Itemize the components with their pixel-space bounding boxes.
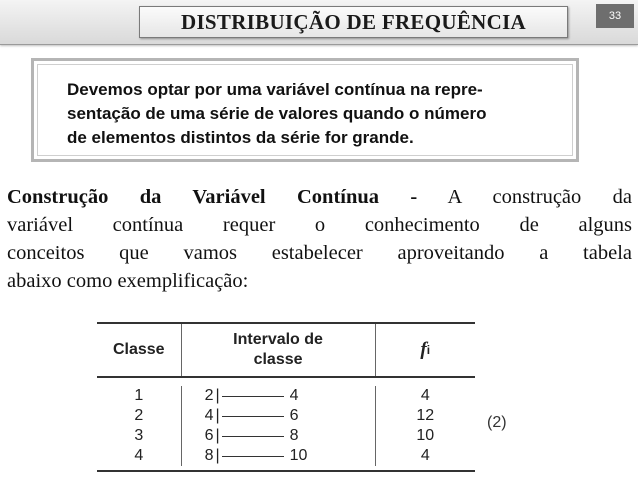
table-reference-label: (2) xyxy=(487,414,507,431)
interval-lower: 6 xyxy=(204,427,214,444)
interval-bar: | xyxy=(215,387,220,404)
body-line xyxy=(7,183,632,211)
slide-title-box xyxy=(139,6,568,38)
table-header-row xyxy=(97,322,475,378)
header-fi xyxy=(376,324,475,376)
header-intervalo-line: Intervalo de xyxy=(233,331,323,348)
interval-cell xyxy=(182,426,375,446)
body-paragraph xyxy=(7,183,632,295)
interval-upper: 4 xyxy=(289,387,299,404)
interval-bar: | xyxy=(215,427,220,444)
header-intervalo xyxy=(181,324,376,376)
interval-line xyxy=(222,456,284,457)
interval-line xyxy=(222,396,284,397)
interval-bar: | xyxy=(215,447,220,464)
fi-symbol: f xyxy=(420,339,427,360)
header-intervalo-line: classe xyxy=(253,351,303,368)
fi-cell: 4 xyxy=(420,447,430,464)
interval-upper: 6 xyxy=(289,407,299,424)
table-body xyxy=(97,378,475,472)
interval-bar: | xyxy=(215,407,220,424)
fi-subscript: i xyxy=(426,343,431,357)
slide-header-bar xyxy=(0,0,638,45)
interval-cell xyxy=(182,386,375,406)
classe-cell: 3 xyxy=(134,427,144,444)
intervalo-column xyxy=(181,386,376,466)
interval-lower: 4 xyxy=(204,407,214,424)
definition-text xyxy=(67,78,567,150)
fi-cell: 12 xyxy=(416,407,435,424)
interval-line xyxy=(222,436,284,437)
classe-cell: 4 xyxy=(134,447,144,464)
classe-cell: 2 xyxy=(134,407,144,424)
header-classe: Classe xyxy=(112,341,165,358)
body-line: conceitos que vamos estabelecer aproveitando a tabela xyxy=(7,242,632,264)
definition-line: Devemos optar por uma variável contínua na repre- xyxy=(67,80,483,99)
body-text: A construção da xyxy=(417,186,632,208)
section-lead: Construção da Variável Contínua - xyxy=(7,186,418,208)
interval-lower: 2 xyxy=(204,387,214,404)
slide-title: DISTRIBUIÇÃO DE FREQUÊNCIA xyxy=(180,9,527,34)
fi-cell: 4 xyxy=(420,387,430,404)
classe-column xyxy=(97,386,181,466)
definition-box xyxy=(31,58,579,162)
page-number: 33 xyxy=(596,4,634,28)
body-line: variável contínua requer o conhecimento de alguns xyxy=(7,214,632,236)
fi-cell: 10 xyxy=(416,427,435,444)
definition-line: de elementos distintos da série for grande. xyxy=(67,128,414,147)
frequency-table xyxy=(97,322,475,472)
interval-lower: 8 xyxy=(204,447,214,464)
interval-upper: 8 xyxy=(289,427,299,444)
definition-line: sentação de uma série de valores quando o número xyxy=(67,104,487,123)
interval-cell xyxy=(182,406,375,426)
body-line: abaixo como exemplificação: xyxy=(7,270,249,292)
classe-cell: 1 xyxy=(134,387,144,404)
fi-column xyxy=(376,386,475,466)
interval-upper: 10 xyxy=(289,447,308,464)
interval-line xyxy=(222,416,284,417)
interval-cell xyxy=(182,446,375,466)
